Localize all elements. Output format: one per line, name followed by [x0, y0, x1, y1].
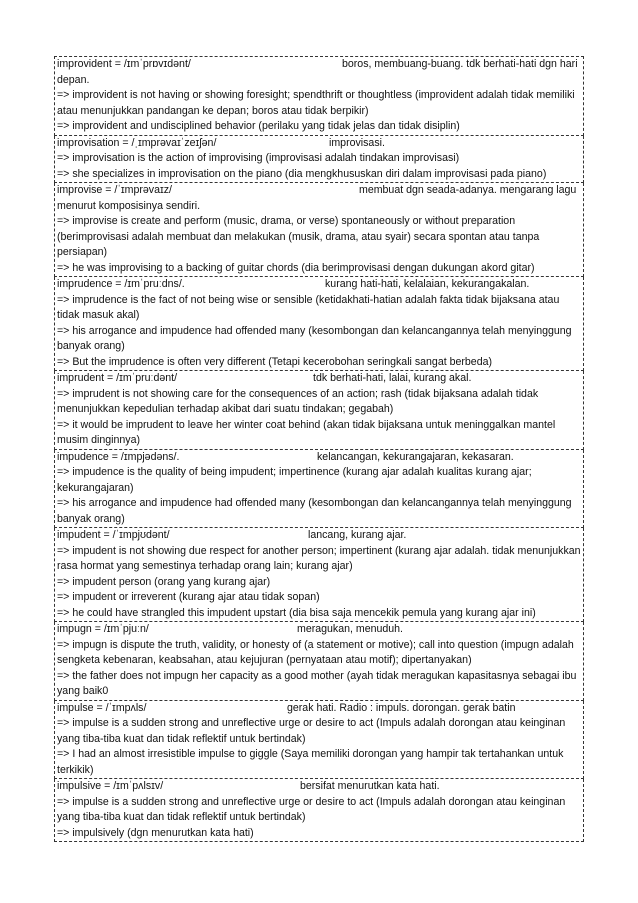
dictionary-entry — [54, 701, 584, 780]
entry-header — [57, 701, 581, 717]
entry-example-line: => she specializes in improvisation on the piano (dia mengkhususkan diri dalam improvisasi pada piano) — [57, 167, 547, 180]
dictionary-entry — [54, 528, 584, 622]
entry-example-line: => impudence is the quality of being impudent; impertinence (kurang ajar adalah kualitas kurang ajar; kekurangajaran) — [57, 466, 532, 494]
entry-headword: imprudence = /ɪmˈpruːdns/. — [57, 278, 185, 290]
entry-meaning: tdk berhati-hati, lalai, kurang akal. — [313, 372, 472, 384]
dictionary-entry — [54, 779, 584, 842]
entry-header — [57, 371, 581, 387]
entry-header — [57, 622, 581, 638]
dictionary-page — [54, 56, 584, 842]
dictionary-entry — [54, 277, 584, 371]
entry-example-line: => it would be imprudent to leave her winter coat behind (akan tidak bijaksana untuk meninggalkan mantel musim dinginnya) — [57, 418, 556, 446]
entry-headword: improvise = /ˈɪmprəvaɪz/ — [57, 184, 172, 196]
entry-meaning: meragukan, menuduh. — [297, 623, 404, 635]
entry-meaning: bersifat menurutkan kata hati. — [300, 780, 440, 792]
entry-header — [57, 183, 581, 214]
entry-example-line: => he was improvising to a backing of guitar chords (dia berimprovisasi dengan dukungan akord gitar) — [57, 261, 535, 274]
entry-example-line: => impudent or irreverent (kurang ajar atau tidak sopan) — [57, 591, 320, 603]
entry-example-line: => imprudence is the fact of not being wise or sensible (ketidakhati-hatian adalah fakta tidak bijaksana atau tidak masuk akal) — [57, 293, 560, 321]
entry-meaning: boros, membuang-buang. tdk berhati-hati dgn hari depan. — [57, 58, 581, 86]
entry-example-line: => the father does not impugn her capacity as a good mother (ayah tidak meragukan kapasitasnya sebagai ibu yang baik0 — [57, 669, 577, 697]
entry-meaning: lancang, kurang ajar. — [308, 529, 407, 541]
entry-example-line: => improvident and undisciplined behavior (perilaku yang tidak jelas dan tidak disiplin) — [57, 120, 460, 132]
entry-example-line: => impulse is a sudden strong and unreflective urge or desire to act (Impuls adalah dorongan atau keinginan yang tiba-tiba kuat dan tidak reflektif untuk bertindak) — [57, 795, 566, 823]
entry-example-line: => impulse is a sudden strong and unreflective urge or desire to act (Impuls adalah dorongan atau keinginan yang tiba-tiba kuat dan tidak reflektif untuk bertindak) — [57, 717, 566, 745]
entry-header — [57, 57, 581, 88]
entry-example-line: => I had an almost irresistible impulse to giggle (Saya memiliki dorongan yang hampir tak tertahankan untuk terkikik) — [57, 748, 564, 776]
entry-example-line: => impudent person (orang yang kurang ajar) — [57, 575, 271, 588]
entry-example-line: => impugn is dispute the truth, validity, or honesty of (a statement or motive); call into question (impugn adalah sengketa kebenaran, keabsahan, atau kejujuran (pernyataan atau motif); dipertanyakan) — [57, 638, 574, 666]
entry-example-line: => imprudent is not showing care for the consequences of an action; rash (tidak bijaksana adalah tidak menunjukkan kepedulian terhadap akibat dari suatu tindakan; gegabah) — [57, 387, 539, 415]
entry-headword: impudent = /ˈɪmpjʊdənt/ — [57, 529, 170, 541]
dictionary-entry — [54, 622, 584, 701]
entry-example-line: => improvise is create and perform (music, drama, or verse) spontaneously or without preparation (berimprovisasi adalah membuat dan melakukan (musik, drama, atau syair) secara spontan atau tanpa persiapan) — [57, 215, 540, 258]
entry-meaning: improvisasi. — [329, 136, 385, 149]
entry-meaning: membuat dgn seada-adanya. mengarang lagu menurut komposisinya sendiri. — [57, 184, 580, 212]
entry-headword: imprudent = /ɪmˈpruːdənt/ — [57, 372, 178, 384]
entry-example-line: => impulsively (dgn menurutkan kata hati) — [57, 826, 254, 839]
entry-example-line: => improvident is not having or showing foresight; spendthrift or thoughtless (improvident adalah tidak memiliki atau menunjukkan pandangan ke depan; boros atau tidak berpikir) — [57, 89, 575, 117]
entry-example-line: => impudent is not showing due respect for another person; impertinent (kurang ajar adalah. tidak menunjukkan rasa hormat yang semestinya terhadap orang lain; kurang ajar) — [57, 544, 581, 572]
entry-headword: impugn = /ɪmˈpjuːn/ — [57, 623, 149, 635]
entry-header — [57, 277, 581, 293]
dictionary-entry — [54, 56, 584, 136]
dictionary-entry — [54, 450, 584, 529]
dictionary-entry — [54, 371, 584, 450]
entry-header — [57, 528, 581, 544]
entry-headword: impulse = /ˈɪmpʌls/ — [57, 701, 147, 714]
entry-example-line: => his arrogance and impudence had offended many (kesombongan dan kelancangannya telah menyinggung banyak orang) — [57, 497, 572, 525]
entry-headword: improvident = /ɪmˈprɒvɪdənt/ — [57, 58, 191, 70]
entry-meaning: kurang hati-hati, kelalaian, kekurangakalan. — [325, 278, 530, 290]
entry-example-line: => he could have strangled this impudent upstart (dia bisa saja mencekik pemula yang kurang ajar ini) — [57, 606, 536, 619]
entry-headword: impulsive = /ɪmˈpʌlsɪv/ — [57, 780, 164, 792]
entry-meaning: gerak hati. Radio : impuls. dorongan. gerak batin — [287, 701, 516, 714]
entry-headword: impudence = /ɪmpjədəns/. — [57, 450, 180, 463]
entry-example-line: => improvisation is the action of improvising (improvisasi adalah tindakan improvisasi) — [57, 152, 460, 164]
dictionary-entry — [54, 183, 584, 277]
entry-example-line: => his arrogance and impudence had offended many (kesombongan dan kelancangannya telah menyinggung banyak orang) — [57, 324, 572, 352]
entry-meaning: kelancangan, kekurangajaran, kekasaran. — [317, 450, 514, 463]
entry-headword: improvisation = /ˌɪmprəvaɪˈzeɪʃən/ — [57, 136, 217, 149]
entry-header — [57, 779, 581, 795]
entry-example-line: => But the imprudence is often very different (Tetapi kecerobohan seringkali sangat berbeda) — [57, 355, 492, 368]
entry-header — [57, 136, 581, 152]
entry-header — [57, 450, 581, 466]
dictionary-entry — [54, 136, 584, 184]
